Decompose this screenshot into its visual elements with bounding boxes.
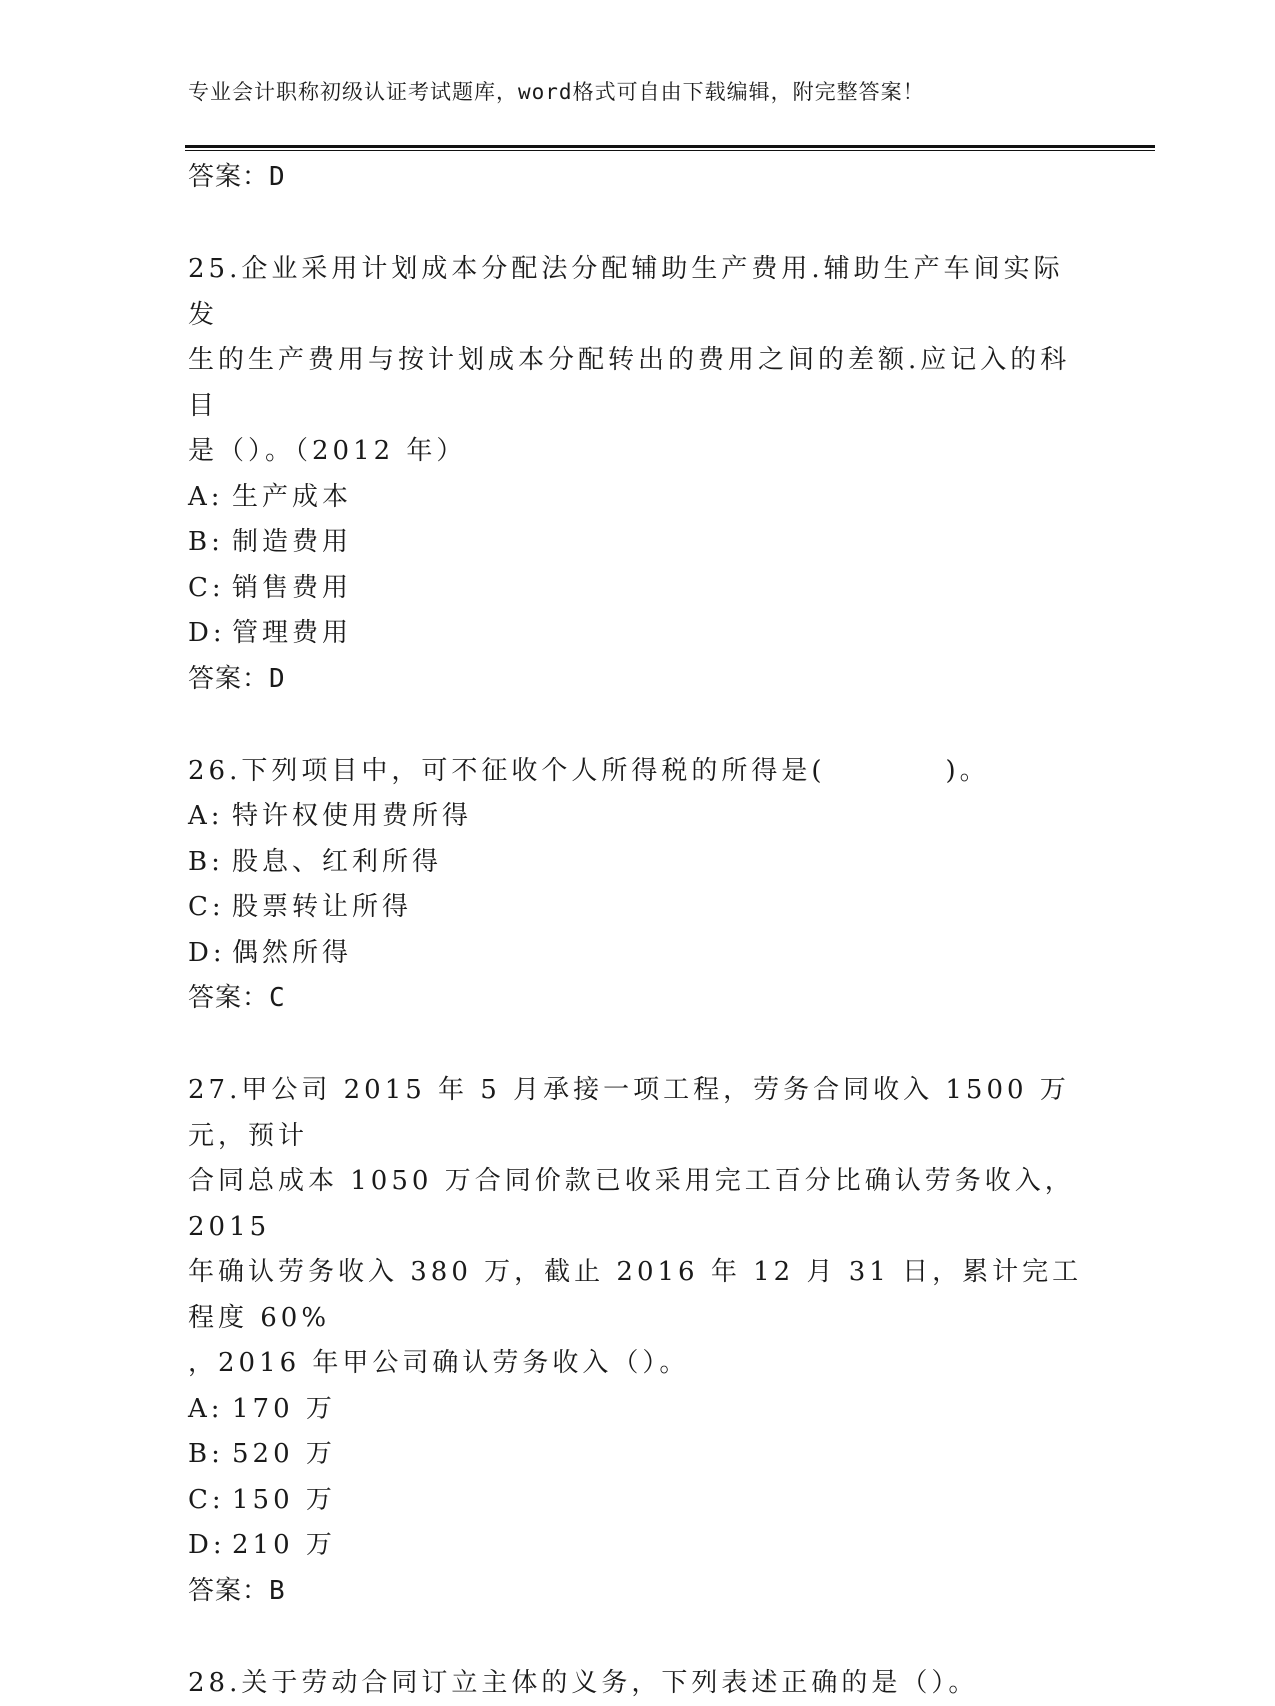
question-text bbox=[188, 749, 1088, 795]
option-label: D: bbox=[188, 1523, 232, 1569]
answer-label: 答案： bbox=[188, 1576, 269, 1606]
option-b bbox=[188, 520, 1088, 566]
question-26 bbox=[188, 749, 1088, 1021]
option-label: B: bbox=[188, 520, 232, 566]
option-text: 销售费用 bbox=[232, 573, 352, 603]
option-b bbox=[188, 840, 1088, 886]
option-text: 制造费用 bbox=[232, 527, 352, 557]
question-25 bbox=[188, 247, 1088, 701]
question-28: 28.关于劳动合同订立主体的义务，下列表述正确的是（）。 bbox=[188, 1661, 1088, 1706]
page-header: 专业会计职称初级认证考试题库，word格式可自由下载编辑，附完整答案！ bbox=[188, 76, 925, 106]
answer-value: D bbox=[269, 162, 286, 192]
option-text: 170 万 bbox=[232, 1394, 336, 1424]
answer-line bbox=[188, 976, 1088, 1020]
answer-label: 答案： bbox=[188, 664, 269, 694]
question-list bbox=[188, 155, 1088, 1706]
option-label: B: bbox=[188, 1432, 232, 1478]
answer-label: 答案： bbox=[188, 162, 269, 192]
option-c bbox=[188, 566, 1088, 612]
option-label: D: bbox=[188, 931, 232, 977]
question-line: 25.企业采用计划成本分配法分配辅助生产费用.辅助生产车间实际发 bbox=[188, 247, 1088, 338]
option-text: 520 万 bbox=[232, 1439, 336, 1469]
answer-line bbox=[188, 155, 1088, 199]
option-a bbox=[188, 475, 1088, 521]
option-label: C: bbox=[188, 885, 232, 931]
option-label: A: bbox=[188, 1387, 232, 1433]
option-label: B: bbox=[188, 840, 232, 886]
option-d bbox=[188, 931, 1088, 977]
option-b bbox=[188, 1432, 1088, 1478]
option-text: 管理费用 bbox=[232, 618, 352, 648]
option-label: A: bbox=[188, 475, 232, 521]
option-d bbox=[188, 611, 1088, 657]
option-a bbox=[188, 794, 1088, 840]
option-text: 股票转让所得 bbox=[232, 892, 412, 922]
question-line: 27.甲公司 2015 年 5 月承接一项工程，劳务合同收入 1500 万元，预计 bbox=[188, 1068, 1088, 1159]
question-line: 是（）。（2012 年） bbox=[188, 429, 1088, 475]
option-a bbox=[188, 1387, 1088, 1433]
option-text: 特许权使用费所得 bbox=[232, 801, 472, 831]
question-27 bbox=[188, 1068, 1088, 1613]
option-text: 偶然所得 bbox=[232, 938, 352, 968]
option-text: 150 万 bbox=[232, 1485, 336, 1515]
question-text bbox=[188, 247, 1088, 475]
option-text: 210 万 bbox=[232, 1530, 336, 1560]
question-line: 26.下列项目中，可不征收个人所得税的所得是( )。 bbox=[188, 749, 1088, 795]
question-line: ，2016 年甲公司确认劳务收入（）。 bbox=[188, 1341, 1088, 1387]
question-line: 合同总成本 1050 万合同价款已收采用完工百分比确认劳务收入，2015 bbox=[188, 1159, 1088, 1250]
header-rule-thin bbox=[185, 150, 1155, 151]
option-text: 生产成本 bbox=[232, 482, 352, 512]
header-rule-thick bbox=[185, 145, 1155, 148]
option-c bbox=[188, 1478, 1088, 1524]
option-label: D: bbox=[188, 611, 232, 657]
option-c bbox=[188, 885, 1088, 931]
option-d bbox=[188, 1523, 1088, 1569]
answer-line bbox=[188, 1569, 1088, 1613]
option-label: C: bbox=[188, 1478, 232, 1524]
question-line: 年确认劳务收入 380 万，截止 2016 年 12 月 31 日，累计完工程度 60% bbox=[188, 1250, 1088, 1341]
question-text bbox=[188, 1068, 1088, 1387]
answer-label: 答案： bbox=[188, 983, 269, 1013]
answer-value: B bbox=[269, 1576, 286, 1606]
answer-value: D bbox=[269, 664, 286, 694]
question-line: 生的生产费用与按计划成本分配转出的费用之间的差额.应记入的科目 bbox=[188, 338, 1088, 429]
answer-line bbox=[188, 657, 1088, 701]
answer-value: C bbox=[269, 983, 286, 1013]
option-label: C: bbox=[188, 566, 232, 612]
option-text: 股息、红利所得 bbox=[232, 847, 442, 877]
option-label: A: bbox=[188, 794, 232, 840]
